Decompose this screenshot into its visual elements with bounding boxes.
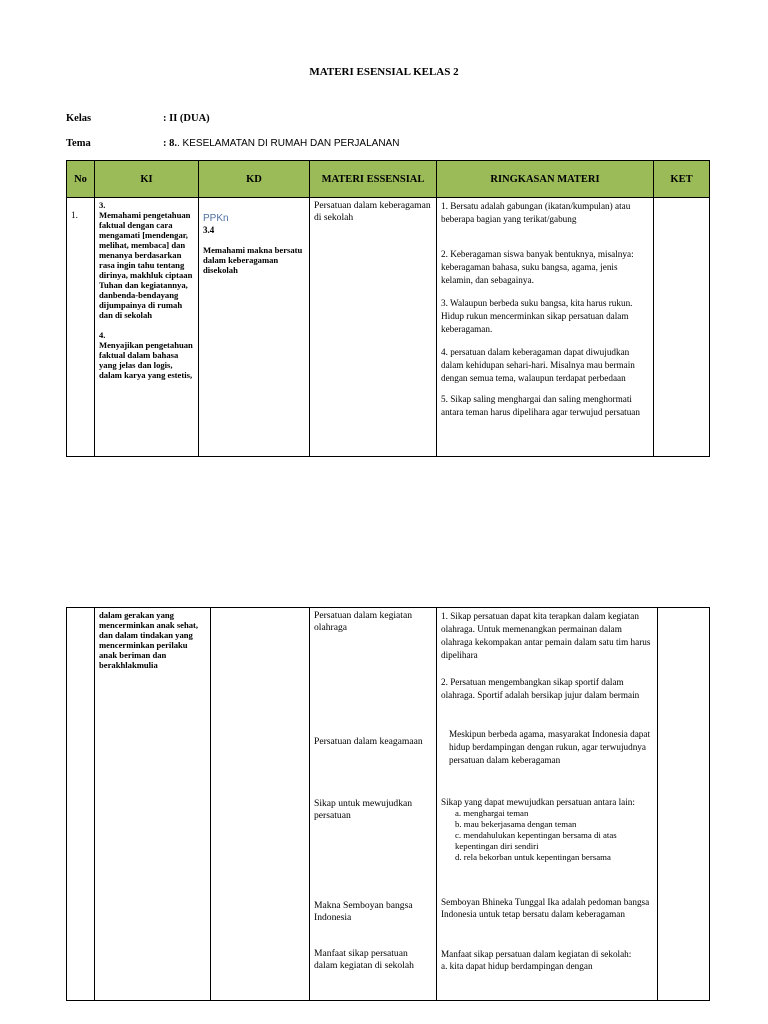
ringkasan-item-3: 3. Walaupun berbeda suku bangsa, kita harus rukun. Hidup rukun mencerminkan sikap persatuan dalam keberagaman. — [441, 298, 633, 334]
document-title: MATERI ESENSIAL KELAS 2 — [309, 66, 459, 78]
list-item: c. mendahulukan kepentingan bersama di atas kepentingan diri sendiri — [455, 830, 617, 851]
materi-sikap: Sikap untuk mewujudkan persatuan — [314, 798, 413, 821]
table-row — [67, 198, 710, 457]
header-ki: KI — [95, 161, 199, 198]
ringkasan-manfaat — [441, 948, 653, 972]
list-item: d. rela bekorban untuk kepentingan bersama — [455, 852, 611, 862]
ket-cell — [654, 198, 710, 457]
ringkasan-item-4: 4. persatuan dalam keberagaman dapat diwujudkan dalam kehidupan sehari-hari. Misalnya mau bermain dengan semua tema, walaupun terdapat perbedaan — [441, 347, 635, 383]
tema-label: Tema — [66, 138, 91, 149]
ringkasan-manfaat-item: a. kita dapat hidup berdampingan dengan — [441, 961, 593, 971]
row-number-cell — [67, 608, 95, 1001]
ki-cell — [95, 198, 198, 392]
header-kd: KD — [199, 161, 310, 198]
header-no: No — [67, 161, 95, 198]
materi-table-page-1 — [66, 160, 710, 457]
tema-value — [163, 138, 399, 149]
table-header-row — [67, 161, 710, 198]
header-ringkasan: RINGKASAN MATERI — [437, 161, 654, 198]
materi-semboyan: Makna Semboyan bangsa Indonesia — [314, 900, 413, 923]
row-number: 1. — [71, 210, 78, 220]
kd-text: Memahami makna bersatu dalam keberagaman disekolah — [203, 245, 303, 276]
kelas-label: Kelas — [66, 113, 92, 124]
ringkasan-item-1: 1. Bersatu adalah gabungan (ikatan/kumpulan) atau beberapa bagian yang terikat/gabung — [441, 201, 631, 224]
materi-column — [310, 608, 436, 1000]
tema-prefix: : 8. — [163, 138, 177, 149]
header-materi: MATERI ESSENSIAL — [310, 161, 437, 198]
ringkasan-item-5: 5. Sikap saling menghargai dan saling menghormati antara teman harus dipelihara agar terwujud persatuan — [441, 394, 640, 417]
ki-continuation: dalam gerakan yang mencerminkan anak sehat, dan dalam tindakan yang mencerminkan perilaku anak beriman dan berakhlakmulia — [99, 610, 199, 670]
ringkasan-manfaat-intro: Manfaat sikap persatuan dalam kegiatan di sekolah: — [441, 949, 632, 959]
ringkasan-keagamaan: Meskipun berbeda agama, masyarakat Indonesia dapat hidup berdampingan dengan rukun, agar terwujudnya persatuan dalam keberagaman — [449, 729, 651, 765]
materi-manfaat: Manfaat sikap persatuan dalam kegiatan di sekolah — [314, 948, 414, 971]
kd-number: 3.4 — [203, 224, 215, 235]
header-ket: KET — [654, 161, 710, 198]
materi-keagamaan: Persatuan dalam keagamaan — [314, 736, 423, 747]
ket-cell — [658, 608, 710, 1001]
ringkasan-sikap — [441, 796, 653, 863]
ringkasan-cell — [437, 198, 653, 421]
ringkasan-olahraga-2: 2. Persatuan mengembangkan sikap sportif dalam olahraga. Sportif adalah bersikap jujur dalam bermain — [441, 677, 640, 700]
list-item: b. mau bekerjasama dengan teman — [455, 819, 577, 829]
kd-subject: PPKn — [203, 213, 229, 224]
ringkasan-olahraga-1: 1. Sikap persatuan dapat kita terapkan dalam kegiatan olahraga. Untuk memenangkan permainan dalam olahraga kekompakan antar pemain dalam satu tim harus dipelihara — [441, 611, 651, 660]
ringkasan-sikap-list — [441, 808, 653, 863]
list-item: a. menghargai teman — [455, 808, 529, 818]
kelas-value: : II (DUA) — [163, 113, 210, 124]
materi-cell: Persatuan dalam keberagaman di sekolah — [314, 200, 431, 223]
materi-table-page-2 — [66, 607, 710, 1001]
table-row — [67, 608, 710, 1001]
tema-text: . KESELAMATAN DI RUMAH DAN PERJALANAN — [177, 138, 400, 149]
ringkasan-semboyan: Semboyan Bhineka Tunggal Ika adalah pedoman bangsa Indonesia untuk tetap bersatu dalam keberagaman — [441, 897, 650, 919]
kd-cell — [199, 198, 309, 277]
ringkasan-sikap-intro: Sikap yang dapat mewujudkan persatuan antara lain: — [441, 797, 635, 807]
kd-cell — [211, 608, 310, 1001]
ki-3-text: 3. Memahami pengetahuan faktual dengan cara mengamati [mendengar, melihat, membaca] dan menanya berdasarkan rasa ingin tahu tentang dirinya, makhluk ciptaan Tuhan dan kegiatannya, danbenda-bendayang dijumpainya di rumah dan di sekolah — [99, 200, 193, 320]
materi-olahraga: Persatuan dalam kegiatan olahraga — [314, 610, 413, 633]
ki-4-text: 4. Menyajikan pengetahuan faktual dalam bahasa yang jelas dan logis, dalam karya yang estetis, — [99, 330, 193, 380]
ringkasan-column — [437, 608, 657, 1000]
ringkasan-item-2: 2. Keberagaman siswa banyak bentuknya, misalnya: keberagaman bahasa, suku bangsa, agama, jenis kelamin, dan sebagainya. — [441, 249, 634, 285]
